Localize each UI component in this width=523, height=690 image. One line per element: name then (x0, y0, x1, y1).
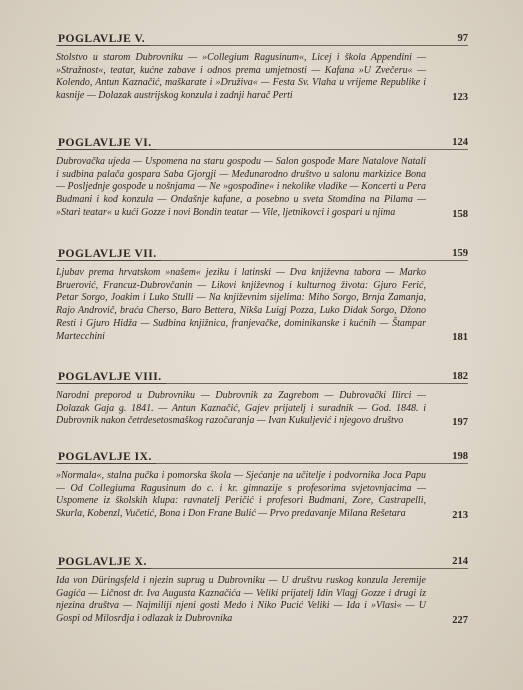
chapter-ix (56, 448, 468, 521)
page-number-end: 227 (452, 614, 468, 626)
page-number-end: 197 (452, 417, 468, 429)
chapter-heading: POGLAVLJE V. (58, 33, 149, 46)
chapter-vii (56, 245, 468, 343)
chapter-viii (56, 368, 468, 428)
chapter-summary: Dubrovačka ujeda — Uspomena na staru gospodu — Salon gospođe Mare Natalove Natali i sudbina palača gospara Saba Gjorgji — Međunarodno društvo u salonu markizice Bona — Posljednje gospođe u nošnjama — Ne »gospođine« i nekolike vladike — Koncerti u Pera Budmani i kod konzula — Ondašnje kafane, a posebno u sveta Stomdina na Pilama — »Stari teatar« u kući Gozze i novi Bondin teatar — Vile, ljetnikovci i gospari u njima (56, 156, 426, 218)
chapter-heading: POGLAVLJE X. (58, 556, 151, 569)
chapter-heading: POGLAVLJE VIII. (58, 371, 166, 384)
chapter-x (56, 553, 468, 626)
page-number-end: 213 (452, 509, 468, 521)
page-number-start: 198 (452, 451, 468, 462)
chapter-heading: POGLAVLJE VII. (58, 248, 161, 261)
page-number-start: 124 (452, 137, 468, 148)
chapter-v (56, 30, 468, 103)
chapter-heading: POGLAVLJE IX. (58, 451, 156, 464)
page-number-end: 123 (452, 91, 468, 103)
page-number-start: 159 (452, 248, 468, 259)
chapter-summary: Ida von Düringsfeld i njezin suprug u Dubrovniku — U društvu ruskog konzula Jeremije Gagića — Ličnost dr. Iva Augusta Kaznačića — Veliki prijatelj Idin Vlagj Gozze i drugi iz njezina društva — Najmiliji njeni gosti Medo i Niko Pucić Veliki — Ida i »Vlasi« — U Gospi od Milosrđja i odlazak iz Dubrovnika (56, 575, 426, 625)
chapter-summary: Narodni preporod u Dubrovniku — Dubrovnik za Zagrebom — Dubrovački Ilirci — Dolazak Gaja g. 1841. — Antun Kaznačić, Gajev prijatelj i suradnik — God. 1848. i Dubrovnik nakon četrdesetosmaškog razočaranja — Ivan Kukuljević i njegovo društvo (56, 390, 426, 427)
chapter-vi (56, 134, 468, 220)
page-number-start: 182 (452, 371, 468, 382)
chapter-summary: »Normala«, stalna pučka i pomorska škola — Sjećanje na učitelje i podvornika Joca Papu — Od Collegiuma Ragusinum do c. i kr. gimnazije s profesorima svjetovnjacima — Uspomene iz školskih klupa: ravnatelj Peričić i profesori Budmani, Zore, Castrapelli, Skurla, Kobenzl, Vučetić, Bona i Don Frane Bulić — Prvo predavanje Milana Rešetara (56, 470, 426, 520)
page-number-start: 214 (452, 556, 468, 567)
chapter-summary: Ljubav prema hrvatskom »našem« jeziku i latinski — Dva književna tabora — Marko Bruerović, Francuz-Dubrovčanin — Likovi književnog i kulturnog života: Gjuro Ferić, Petar Sorgo, Joakim i Luko Stulli — Na književnim sijelima: Miho Sorgo, Brnja Zamanja, Rajo Androvič, braća Cherso, Baro Bettera, Nikša Luigj Pozza, Luko Didak Sorgo, Džono Resti i Gjuro Hidža — Sudbina knjižnica, franjevačke, dominikanske i kućnih — Štampar Martecchini (56, 267, 426, 342)
page-number-end: 158 (452, 208, 468, 220)
page-number-end: 181 (452, 332, 468, 344)
chapter-summary: Stolstvo u starom Dubrovniku — »Collegium Ragusinum«, Licej i škola Appendini — »Stražnost«, teatar, kućne zabave i odnos prema umjetnosti — Kafana »U Zvečeru« — Kolendo, Antun Kaznačić, maškarate i »Druživa« — Festa Sv. Vlaha u vrijeme Republike i kasnije — Dolazak austrijskog konzula i zadnji harač Perti (56, 52, 426, 102)
page-number-start: 97 (457, 33, 468, 44)
chapter-heading: POGLAVLJE VI. (58, 137, 156, 150)
